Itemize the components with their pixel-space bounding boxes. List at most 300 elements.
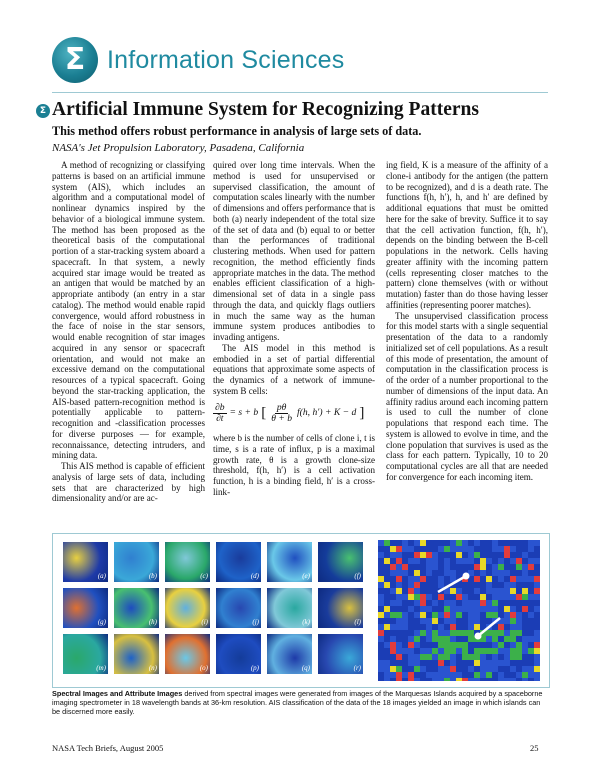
class-pixel bbox=[402, 666, 408, 672]
sigma-icon: Σ bbox=[64, 42, 86, 77]
class-pixel bbox=[414, 642, 420, 648]
class-pixel bbox=[450, 666, 456, 672]
spectral-tile bbox=[318, 542, 363, 582]
class-pixel bbox=[390, 654, 396, 660]
class-pixel bbox=[408, 660, 414, 666]
class-pixel bbox=[408, 546, 414, 552]
class-pixel bbox=[528, 582, 534, 588]
class-pixel bbox=[468, 624, 474, 630]
class-pixel bbox=[432, 558, 438, 564]
class-pixel bbox=[492, 636, 498, 642]
class-pixel bbox=[378, 654, 384, 660]
class-pixel bbox=[534, 570, 540, 576]
class-pixel bbox=[450, 678, 456, 681]
class-pixel bbox=[474, 678, 480, 681]
class-pixel bbox=[426, 594, 432, 600]
class-pixel bbox=[510, 636, 516, 642]
class-pixel bbox=[438, 540, 444, 546]
class-pixel bbox=[390, 672, 396, 678]
class-pixel bbox=[396, 552, 402, 558]
spectral-tile bbox=[114, 634, 159, 674]
class-pixel bbox=[384, 630, 390, 636]
class-pixel bbox=[504, 654, 510, 660]
tile-label: (l) bbox=[354, 618, 361, 626]
class-pixel bbox=[438, 648, 444, 654]
class-pixel bbox=[468, 672, 474, 678]
class-pixel bbox=[420, 612, 426, 618]
spectral-tile bbox=[267, 588, 312, 628]
class-pixel bbox=[492, 660, 498, 666]
class-pixel bbox=[390, 660, 396, 666]
class-pixel bbox=[492, 588, 498, 594]
class-pixel bbox=[378, 666, 384, 672]
class-pixel bbox=[456, 624, 462, 630]
class-pixel bbox=[396, 654, 402, 660]
class-pixel bbox=[456, 672, 462, 678]
class-pixel bbox=[438, 618, 444, 624]
class-pixel bbox=[534, 636, 540, 642]
class-pixel bbox=[516, 576, 522, 582]
class-pixel bbox=[480, 618, 486, 624]
class-pixel bbox=[474, 624, 480, 630]
class-pixel bbox=[390, 576, 396, 582]
class-pixel bbox=[516, 636, 522, 642]
figure-panel bbox=[52, 533, 550, 688]
class-pixel bbox=[432, 546, 438, 552]
class-pixel bbox=[402, 600, 408, 606]
tile-label: (r) bbox=[353, 664, 361, 672]
class-pixel bbox=[390, 618, 396, 624]
spectral-tile bbox=[318, 588, 363, 628]
class-pixel bbox=[480, 648, 486, 654]
class-pixel bbox=[522, 594, 528, 600]
arrow-head-icon bbox=[475, 633, 482, 640]
class-pixel bbox=[384, 570, 390, 576]
tile-label: (f) bbox=[354, 572, 361, 580]
class-pixel bbox=[390, 570, 396, 576]
class-pixel bbox=[396, 618, 402, 624]
spectral-tile bbox=[114, 588, 159, 628]
class-pixel bbox=[498, 666, 504, 672]
class-pixel bbox=[402, 546, 408, 552]
class-pixel bbox=[456, 618, 462, 624]
class-pixel bbox=[492, 558, 498, 564]
class-pixel bbox=[528, 606, 534, 612]
class-pixel bbox=[408, 654, 414, 660]
class-pixel bbox=[444, 594, 450, 600]
class-pixel bbox=[378, 606, 384, 612]
class-pixel bbox=[498, 582, 504, 588]
class-pixel bbox=[414, 600, 420, 606]
class-pixel bbox=[408, 636, 414, 642]
class-pixel bbox=[480, 612, 486, 618]
class-pixel bbox=[378, 594, 384, 600]
class-pixel bbox=[534, 594, 540, 600]
b-cell-equation: $\frac{\partial b}{\partial t}$ = s + b [ $\frac{p\theta}{\theta + b}$ f(h, h′) + K − d ] bbox=[215, 401, 365, 425]
class-pixel bbox=[522, 606, 528, 612]
class-pixel bbox=[480, 552, 486, 558]
class-pixel bbox=[528, 612, 534, 618]
class-pixel bbox=[528, 594, 534, 600]
paragraph: The AIS model in this method is embodied in a set of partial differential equations that approximate some aspects of the dynamics of a network of immune-system B cells: bbox=[213, 342, 375, 396]
class-pixel bbox=[486, 654, 492, 660]
class-pixel bbox=[456, 558, 462, 564]
class-pixel bbox=[522, 552, 528, 558]
class-pixel bbox=[522, 654, 528, 660]
class-pixel bbox=[468, 618, 474, 624]
class-pixel bbox=[438, 678, 444, 681]
class-pixel bbox=[456, 654, 462, 660]
class-pixel bbox=[534, 576, 540, 582]
class-pixel bbox=[384, 606, 390, 612]
class-pixel bbox=[450, 606, 456, 612]
class-pixel bbox=[456, 588, 462, 594]
class-pixel bbox=[438, 606, 444, 612]
class-pixel bbox=[426, 570, 432, 576]
class-pixel bbox=[468, 546, 474, 552]
class-pixel bbox=[396, 636, 402, 642]
eq-lhs-numerator: ∂b bbox=[215, 401, 225, 413]
class-pixel bbox=[438, 546, 444, 552]
class-pixel bbox=[534, 582, 540, 588]
class-pixel bbox=[510, 558, 516, 564]
class-pixel bbox=[510, 570, 516, 576]
class-pixel bbox=[408, 570, 414, 576]
class-pixel bbox=[498, 552, 504, 558]
class-pixel bbox=[450, 564, 456, 570]
class-pixel bbox=[438, 570, 444, 576]
class-pixel bbox=[408, 624, 414, 630]
class-pixel bbox=[438, 630, 444, 636]
header-divider bbox=[52, 92, 548, 93]
class-pixel bbox=[408, 588, 414, 594]
class-pixel bbox=[474, 618, 480, 624]
class-pixel bbox=[438, 654, 444, 660]
class-pixel bbox=[408, 600, 414, 606]
class-pixel bbox=[444, 642, 450, 648]
class-pixel bbox=[444, 558, 450, 564]
class-pixel bbox=[504, 606, 510, 612]
class-pixel bbox=[516, 558, 522, 564]
class-pixel bbox=[504, 636, 510, 642]
class-pixel bbox=[486, 540, 492, 546]
class-pixel bbox=[462, 624, 468, 630]
class-pixel bbox=[414, 552, 420, 558]
class-pixel bbox=[426, 666, 432, 672]
class-pixel bbox=[408, 594, 414, 600]
class-pixel bbox=[414, 636, 420, 642]
tile-label: (i) bbox=[201, 618, 208, 626]
class-pixel bbox=[420, 576, 426, 582]
class-pixel bbox=[456, 642, 462, 648]
class-pixel bbox=[396, 570, 402, 576]
class-pixel bbox=[462, 582, 468, 588]
class-pixel bbox=[408, 648, 414, 654]
class-pixel bbox=[522, 570, 528, 576]
class-pixel bbox=[432, 636, 438, 642]
class-pixel bbox=[480, 582, 486, 588]
class-pixel bbox=[504, 588, 510, 594]
class-pixel bbox=[426, 672, 432, 678]
class-pixel bbox=[522, 558, 528, 564]
class-pixel bbox=[432, 654, 438, 660]
class-pixel bbox=[492, 576, 498, 582]
class-pixel bbox=[378, 630, 384, 636]
class-pixel bbox=[510, 624, 516, 630]
class-pixel bbox=[396, 540, 402, 546]
class-pixel bbox=[438, 660, 444, 666]
class-pixel bbox=[534, 624, 540, 630]
class-pixel bbox=[444, 648, 450, 654]
paragraph: where b is the number of cells of clone i, t is time, s is a rate of influx, p is a maximal growth rate, θ is a growth clone-size threshold, f(h, h′) is a cell activation function, h is a binding field, h′ is a cross-link- bbox=[213, 433, 375, 497]
class-pixel bbox=[492, 570, 498, 576]
class-pixel bbox=[516, 672, 522, 678]
spectral-tile bbox=[165, 588, 210, 628]
class-pixel bbox=[420, 618, 426, 624]
class-pixel bbox=[462, 552, 468, 558]
class-pixel bbox=[396, 600, 402, 606]
class-pixel bbox=[456, 564, 462, 570]
class-pixel bbox=[456, 648, 462, 654]
class-pixel bbox=[384, 648, 390, 654]
class-pixel bbox=[420, 546, 426, 552]
class-pixel bbox=[474, 660, 480, 666]
class-pixel bbox=[462, 612, 468, 618]
class-pixel bbox=[510, 630, 516, 636]
class-pixel bbox=[450, 546, 456, 552]
class-pixel bbox=[492, 594, 498, 600]
class-pixel bbox=[420, 588, 426, 594]
class-pixel bbox=[426, 618, 432, 624]
class-pixel bbox=[516, 606, 522, 612]
class-pixel bbox=[390, 612, 396, 618]
class-pixel bbox=[534, 564, 540, 570]
class-pixel bbox=[438, 582, 444, 588]
class-pixel bbox=[462, 642, 468, 648]
class-pixel bbox=[426, 648, 432, 654]
class-pixel bbox=[492, 582, 498, 588]
spectral-tile bbox=[267, 542, 312, 582]
class-pixel bbox=[450, 540, 456, 546]
eq-tail: f(h, h′) + K − d bbox=[297, 407, 357, 419]
class-pixel bbox=[426, 624, 432, 630]
class-pixel bbox=[528, 666, 534, 672]
class-pixel bbox=[522, 612, 528, 618]
class-pixel bbox=[528, 546, 534, 552]
class-pixel bbox=[420, 582, 426, 588]
class-pixel bbox=[402, 570, 408, 576]
class-pixel bbox=[516, 648, 522, 654]
class-pixel bbox=[522, 540, 528, 546]
class-pixel bbox=[402, 558, 408, 564]
class-pixel bbox=[450, 594, 456, 600]
class-pixel bbox=[444, 606, 450, 612]
class-pixel bbox=[414, 630, 420, 636]
class-pixel bbox=[480, 606, 486, 612]
class-pixel bbox=[456, 660, 462, 666]
class-pixel bbox=[510, 582, 516, 588]
class-pixel bbox=[522, 582, 528, 588]
class-pixel bbox=[450, 642, 456, 648]
class-pixel bbox=[504, 642, 510, 648]
class-pixel bbox=[474, 642, 480, 648]
class-pixel bbox=[456, 540, 462, 546]
class-pixel bbox=[498, 606, 504, 612]
class-pixel bbox=[522, 600, 528, 606]
class-pixel bbox=[486, 552, 492, 558]
class-pixel bbox=[480, 570, 486, 576]
spectral-tile bbox=[216, 542, 261, 582]
class-pixel bbox=[432, 666, 438, 672]
class-pixel bbox=[504, 666, 510, 672]
arrow-head-icon bbox=[463, 573, 470, 580]
class-pixel bbox=[450, 660, 456, 666]
class-pixel bbox=[522, 630, 528, 636]
class-pixel bbox=[450, 648, 456, 654]
class-pixel bbox=[486, 666, 492, 672]
class-pixel bbox=[492, 606, 498, 612]
class-pixel bbox=[408, 576, 414, 582]
class-pixel bbox=[492, 546, 498, 552]
class-pixel bbox=[456, 636, 462, 642]
class-pixel bbox=[420, 642, 426, 648]
spectral-tile bbox=[318, 634, 363, 674]
class-pixel bbox=[534, 546, 540, 552]
class-pixel bbox=[462, 660, 468, 666]
class-pixel bbox=[474, 666, 480, 672]
class-pixel bbox=[426, 660, 432, 666]
class-pixel bbox=[384, 552, 390, 558]
class-pixel bbox=[516, 660, 522, 666]
class-pixel bbox=[444, 600, 450, 606]
tile-label: (d) bbox=[250, 572, 259, 580]
class-pixel bbox=[420, 570, 426, 576]
article-affiliation: NASA's Jet Propulsion Laboratory, Pasadena, California bbox=[52, 142, 305, 154]
class-pixel bbox=[420, 654, 426, 660]
class-pixel bbox=[510, 540, 516, 546]
class-pixel bbox=[498, 678, 504, 681]
class-pixel bbox=[528, 672, 534, 678]
class-pixel bbox=[414, 576, 420, 582]
class-pixel bbox=[390, 648, 396, 654]
tile-label: (o) bbox=[199, 664, 208, 672]
class-pixel bbox=[462, 666, 468, 672]
class-pixel bbox=[396, 678, 402, 681]
class-pixel bbox=[504, 558, 510, 564]
class-pixel bbox=[486, 678, 492, 681]
class-pixel bbox=[510, 546, 516, 552]
class-pixel bbox=[468, 582, 474, 588]
class-pixel bbox=[396, 564, 402, 570]
class-pixel bbox=[378, 660, 384, 666]
class-pixel bbox=[468, 588, 474, 594]
class-pixel bbox=[528, 570, 534, 576]
class-pixel bbox=[504, 672, 510, 678]
class-pixel bbox=[462, 654, 468, 660]
class-pixel bbox=[408, 606, 414, 612]
tile-label: (b) bbox=[148, 572, 157, 580]
class-pixel bbox=[480, 654, 486, 660]
class-pixel bbox=[504, 618, 510, 624]
class-pixel bbox=[516, 612, 522, 618]
class-pixel bbox=[444, 564, 450, 570]
class-pixel bbox=[516, 570, 522, 576]
class-pixel bbox=[378, 570, 384, 576]
spectral-tile bbox=[165, 542, 210, 582]
eq-rhs-numerator: pθ bbox=[276, 401, 287, 413]
spectral-tile bbox=[63, 588, 108, 628]
class-pixel bbox=[534, 540, 540, 546]
class-pixel bbox=[408, 564, 414, 570]
class-pixel bbox=[432, 660, 438, 666]
class-pixel bbox=[510, 666, 516, 672]
class-pixel bbox=[378, 564, 384, 570]
class-pixel bbox=[402, 540, 408, 546]
class-pixel bbox=[402, 630, 408, 636]
caption-bold: Spectral Images and Attribute Images bbox=[52, 689, 183, 698]
class-pixel bbox=[528, 576, 534, 582]
class-pixel bbox=[462, 672, 468, 678]
class-pixel bbox=[516, 654, 522, 660]
class-pixel bbox=[516, 600, 522, 606]
class-pixel bbox=[468, 648, 474, 654]
class-pixel bbox=[516, 540, 522, 546]
class-pixel bbox=[486, 648, 492, 654]
page-number: 25 bbox=[530, 743, 539, 753]
tile-label: (n) bbox=[148, 664, 157, 672]
class-pixel bbox=[414, 540, 420, 546]
class-pixel bbox=[378, 540, 384, 546]
class-pixel bbox=[528, 618, 534, 624]
class-pixel bbox=[426, 540, 432, 546]
class-pixel bbox=[378, 600, 384, 606]
class-pixel bbox=[438, 564, 444, 570]
class-pixel bbox=[456, 666, 462, 672]
class-pixel bbox=[474, 582, 480, 588]
class-pixel bbox=[378, 576, 384, 582]
class-pixel bbox=[498, 672, 504, 678]
class-pixel bbox=[522, 546, 528, 552]
class-pixel bbox=[474, 600, 480, 606]
class-pixel bbox=[468, 654, 474, 660]
class-pixel bbox=[480, 666, 486, 672]
class-pixel bbox=[450, 552, 456, 558]
class-pixel bbox=[426, 564, 432, 570]
class-pixel bbox=[474, 612, 480, 618]
class-pixel bbox=[504, 648, 510, 654]
class-pixel bbox=[390, 564, 396, 570]
class-pixel bbox=[414, 624, 420, 630]
section-title: Information Sciences bbox=[107, 46, 345, 74]
class-pixel bbox=[396, 594, 402, 600]
class-pixel bbox=[456, 594, 462, 600]
class-pixel bbox=[534, 648, 540, 654]
class-pixel bbox=[462, 588, 468, 594]
class-pixel bbox=[462, 558, 468, 564]
class-pixel bbox=[486, 606, 492, 612]
class-pixel bbox=[408, 552, 414, 558]
class-pixel bbox=[444, 552, 450, 558]
class-pixel bbox=[438, 576, 444, 582]
class-pixel bbox=[462, 678, 468, 681]
class-pixel bbox=[456, 600, 462, 606]
class-pixel bbox=[444, 666, 450, 672]
class-pixel bbox=[462, 648, 468, 654]
class-pixel bbox=[396, 660, 402, 666]
class-pixel bbox=[522, 564, 528, 570]
class-pixel bbox=[480, 594, 486, 600]
class-pixel bbox=[420, 594, 426, 600]
